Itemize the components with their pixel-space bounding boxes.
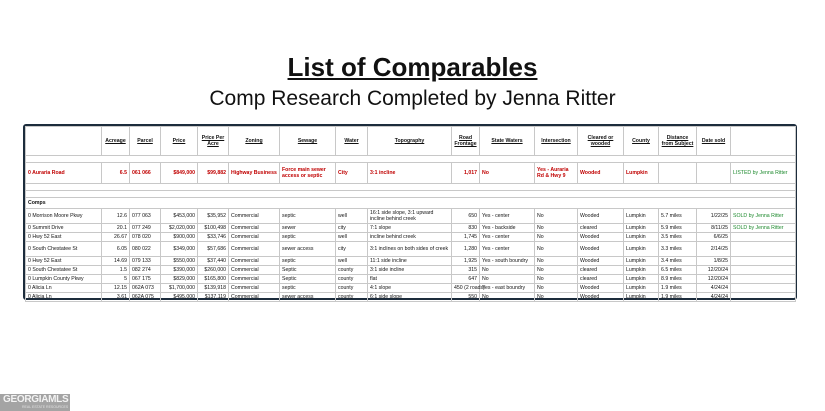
table-cell: 3:1 side incline (368, 266, 452, 275)
table-cell: 550 (452, 293, 480, 302)
table-cell: Commercial (229, 293, 280, 302)
table-cell: Commercial (229, 224, 280, 233)
subject-cell: $849,000 (161, 163, 198, 184)
table-cell: 6.5 miles (659, 266, 697, 275)
table-cell: Wooded (578, 233, 624, 242)
column-header: Intersection (535, 127, 578, 156)
table-cell: 0 Summit Drive (26, 224, 102, 233)
table-cell: $137,119 (198, 293, 229, 302)
column-header: Parcel (130, 127, 161, 156)
table-cell: 0 South Chestatee St (26, 266, 102, 275)
table-cell: $349,000 (161, 242, 198, 257)
table-cell: 082 274 (130, 266, 161, 275)
table-cell: Septic (280, 275, 336, 284)
table-cell: No (535, 209, 578, 224)
table-cell: $495,000 (161, 293, 198, 302)
table-cell: Lumpkin (624, 275, 659, 284)
table-cell: $1,700,000 (161, 284, 198, 293)
table-cell: 14.69 (102, 257, 130, 266)
table-cell: septic (280, 284, 336, 293)
table-row (26, 257, 796, 266)
table-cell: $829,000 (161, 275, 198, 284)
table-cell: 12/20/24 (697, 266, 731, 275)
table-cell: cleared (578, 275, 624, 284)
column-header: Acreage (102, 127, 130, 156)
table-cell: 080 022 (130, 242, 161, 257)
subject-cell: Force main sewer access or septic (280, 163, 336, 184)
table-cell: 5.9 miles (659, 224, 697, 233)
table-row (26, 293, 796, 302)
table-cell: 647 (452, 275, 480, 284)
table-cell: incline behind creek (368, 233, 452, 242)
table-cell: 830 (452, 224, 480, 233)
table-cell: septic (280, 209, 336, 224)
table-cell: No (535, 242, 578, 257)
table-cell: Yes - east boundry (480, 284, 535, 293)
table-cell: Yes - backside (480, 224, 535, 233)
subject-cell: 6.5 (102, 163, 130, 184)
subject-cell: 1,017 (452, 163, 480, 184)
table-cell: No (535, 257, 578, 266)
table-cell: 650 (452, 209, 480, 224)
table-cell: 062A 075 (130, 293, 161, 302)
table-cell: well (336, 233, 368, 242)
watermark-tagline: REAL ESTATE RESOURCES (22, 405, 69, 409)
table-cell: No (480, 275, 535, 284)
column-header: Price (161, 127, 198, 156)
table-cell: 12.6 (102, 209, 130, 224)
subject-property-row (26, 163, 796, 184)
table-cell: septic (280, 233, 336, 242)
column-header: Road Frontage (452, 127, 480, 156)
subject-cell (697, 163, 731, 184)
column-header: State Waters (480, 127, 535, 156)
table-cell: 079 133 (130, 257, 161, 266)
table-cell: 3.61 (102, 293, 130, 302)
subject-cell: City (336, 163, 368, 184)
table-cell: cleared (578, 266, 624, 275)
table-row (26, 266, 796, 275)
comps-label: Comps (26, 198, 796, 209)
table-cell: 078 020 (130, 233, 161, 242)
table-cell: well (336, 257, 368, 266)
table-cell: 077 249 (130, 224, 161, 233)
table-cell (731, 275, 796, 284)
table-cell: Lumpkin (624, 284, 659, 293)
table-cell: 0 Lumpkin County Pkwy (26, 275, 102, 284)
table-cell: 0 Alicia Ln (26, 293, 102, 302)
table-cell: 26.67 (102, 233, 130, 242)
table-cell: county (336, 275, 368, 284)
table-cell: 3.4 miles (659, 257, 697, 266)
table-cell: Commercial (229, 242, 280, 257)
table-cell: county (336, 293, 368, 302)
column-header: Sewage (280, 127, 336, 156)
table-cell: Yes - center (480, 209, 535, 224)
table-cell: well (336, 209, 368, 224)
table-cell: county (336, 266, 368, 275)
column-header: County (624, 127, 659, 156)
table-cell: 5.7 miles (659, 209, 697, 224)
table-cell: No (535, 275, 578, 284)
table-row (26, 209, 796, 224)
table-cell: Yes - south boundry (480, 257, 535, 266)
table-cell: Lumpkin (624, 224, 659, 233)
table-cell: 1/8/25 (697, 257, 731, 266)
column-header (731, 127, 796, 156)
table-cell: 0 Morrison Moore Pkwy (26, 209, 102, 224)
table-cell: 1.9 miles (659, 293, 697, 302)
table-cell: 6/6/25 (697, 233, 731, 242)
watermark-logo: GEORGIAMLS (3, 394, 69, 405)
subject-cell: Yes - Auraria Rd & Hwy 9 (535, 163, 578, 184)
table-cell: 0 Hwy 52 East (26, 257, 102, 266)
table-cell: 077 063 (130, 209, 161, 224)
column-header: Date sold (697, 127, 731, 156)
table-cell: 062A 073 (130, 284, 161, 293)
subject-cell: No (480, 163, 535, 184)
subject-cell (659, 163, 697, 184)
table-cell: $390,000 (161, 266, 198, 275)
table-cell: county (336, 284, 368, 293)
table-row (26, 275, 796, 284)
table-cell: 12.15 (102, 284, 130, 293)
table-cell: $100,498 (198, 224, 229, 233)
table-cell: 1.5 (102, 266, 130, 275)
table-cell: Yes - center (480, 233, 535, 242)
table-cell: 8.9 miles (659, 275, 697, 284)
page-subtitle: Comp Research Completed by Jenna Ritter (209, 87, 616, 110)
table-cell: 0 Alicia Ln (26, 284, 102, 293)
table-cell: $57,686 (198, 242, 229, 257)
table-cell: 4:1 slope (368, 284, 452, 293)
table-cell: 6:1 side slope (368, 293, 452, 302)
table-cell: Yes - center (480, 242, 535, 257)
table-header-row (26, 127, 796, 156)
table-cell: 11:1 side incline (368, 257, 452, 266)
table-cell: city (336, 224, 368, 233)
table-cell: 3.3 miles (659, 242, 697, 257)
table-cell: $35,952 (198, 209, 229, 224)
table-cell (731, 257, 796, 266)
column-header (26, 127, 102, 156)
table-cell (731, 242, 796, 257)
table-cell: 12/20/24 (697, 275, 731, 284)
comparables-table (25, 126, 796, 302)
table-cell: 0 Hwy 52 East (26, 233, 102, 242)
table-cell: $139,918 (198, 284, 229, 293)
subject-cell: Highway Business (229, 163, 280, 184)
column-header: Water (336, 127, 368, 156)
table-cell: Septic (280, 266, 336, 275)
table-cell: Wooded (578, 242, 624, 257)
table-cell: $165,800 (198, 275, 229, 284)
table-cell: city (336, 242, 368, 257)
table-cell: 2/14/25 (697, 242, 731, 257)
subject-cell: Lumpkin (624, 163, 659, 184)
table-cell: cleared (578, 224, 624, 233)
table-row (26, 224, 796, 233)
table-cell: No (535, 233, 578, 242)
subject-cell: 061 066 (130, 163, 161, 184)
table-row (26, 284, 796, 293)
subject-cell: $99,882 (198, 163, 229, 184)
subject-cell: Wooded (578, 163, 624, 184)
table-cell: No (480, 266, 535, 275)
table-cell: Lumpkin (624, 233, 659, 242)
table-cell: Lumpkin (624, 257, 659, 266)
table-cell: Lumpkin (624, 209, 659, 224)
table-cell: 4/24/24 (697, 293, 731, 302)
table-cell: $33,746 (198, 233, 229, 242)
table-cell: 450 (2 roads) (452, 284, 480, 293)
table-cell: $900,000 (161, 233, 198, 242)
page-title: List of Comparables (287, 52, 538, 82)
table-cell (731, 284, 796, 293)
table-cell: sewer access (280, 293, 336, 302)
table-cell: 5 (102, 275, 130, 284)
table-cell: flat (368, 275, 452, 284)
table-cell: 8/11/25 (697, 224, 731, 233)
spacer-row (26, 184, 796, 191)
table-cell (731, 293, 796, 302)
subject-cell: LISTED by Jenna Ritter (731, 163, 796, 184)
column-header: Zoning (229, 127, 280, 156)
table-cell: sewer access (280, 242, 336, 257)
table-cell: No (535, 293, 578, 302)
table-cell: 1/22/25 (697, 209, 731, 224)
table-cell: 315 (452, 266, 480, 275)
table-cell: Wooded (578, 209, 624, 224)
column-header: Distance from Subject (659, 127, 697, 156)
table-cell: Lumpkin (624, 266, 659, 275)
column-header: Cleared or wooded (578, 127, 624, 156)
table-cell: Commercial (229, 257, 280, 266)
table-cell: No (535, 224, 578, 233)
column-header: Topography (368, 127, 452, 156)
comparables-table-frame (23, 124, 797, 300)
table-cell: 1,280 (452, 242, 480, 257)
table-cell: Lumpkin (624, 293, 659, 302)
subject-cell: 3:1 incline (368, 163, 452, 184)
table-cell: 3.5 miles (659, 233, 697, 242)
table-cell: 3:1 inclines on both sides of creek (368, 242, 452, 257)
table-cell: Wooded (578, 257, 624, 266)
table-cell: SOLD by Jenna Ritter (731, 224, 796, 233)
table-cell: 0 South Chestatee St (26, 242, 102, 257)
table-row (26, 242, 796, 257)
table-cell: $37,440 (198, 257, 229, 266)
table-cell: SOLD by Jenna Ritter (731, 209, 796, 224)
spacer-row (26, 191, 796, 198)
table-cell: septic (280, 257, 336, 266)
table-cell: No (480, 293, 535, 302)
subject-cell: 0 Auraria Road (26, 163, 102, 184)
table-cell: 4/24/24 (697, 284, 731, 293)
table-cell: 1.9 miles (659, 284, 697, 293)
table-cell: Wooded (578, 293, 624, 302)
table-cell (731, 266, 796, 275)
table-cell: Commercial (229, 266, 280, 275)
table-cell: No (535, 266, 578, 275)
table-cell: No (535, 284, 578, 293)
table-cell: 067 175 (130, 275, 161, 284)
table-cell: Lumpkin (624, 242, 659, 257)
table-cell: $260,000 (198, 266, 229, 275)
column-header: Price Per Acre (198, 127, 229, 156)
table-cell: 16:1 side slope, 3:1 upward incline behind creek (368, 209, 452, 224)
comps-label-row (26, 198, 796, 209)
spacer-row (26, 156, 796, 163)
table-cell: 1,925 (452, 257, 480, 266)
table-cell: Commercial (229, 284, 280, 293)
table-cell: $2,020,000 (161, 224, 198, 233)
georgiamls-watermark (0, 394, 70, 411)
table-cell: sewer (280, 224, 336, 233)
table-cell: 20.1 (102, 224, 130, 233)
table-cell: 7:1 slope (368, 224, 452, 233)
table-cell: 1,745 (452, 233, 480, 242)
table-cell: 6.05 (102, 242, 130, 257)
table-cell: Commercial (229, 209, 280, 224)
table-row (26, 233, 796, 242)
table-cell (731, 233, 796, 242)
table-cell: Commercial (229, 275, 280, 284)
table-cell: $453,000 (161, 209, 198, 224)
table-cell: Commercial (229, 233, 280, 242)
table-cell: Wooded (578, 284, 624, 293)
table-cell: $550,000 (161, 257, 198, 266)
